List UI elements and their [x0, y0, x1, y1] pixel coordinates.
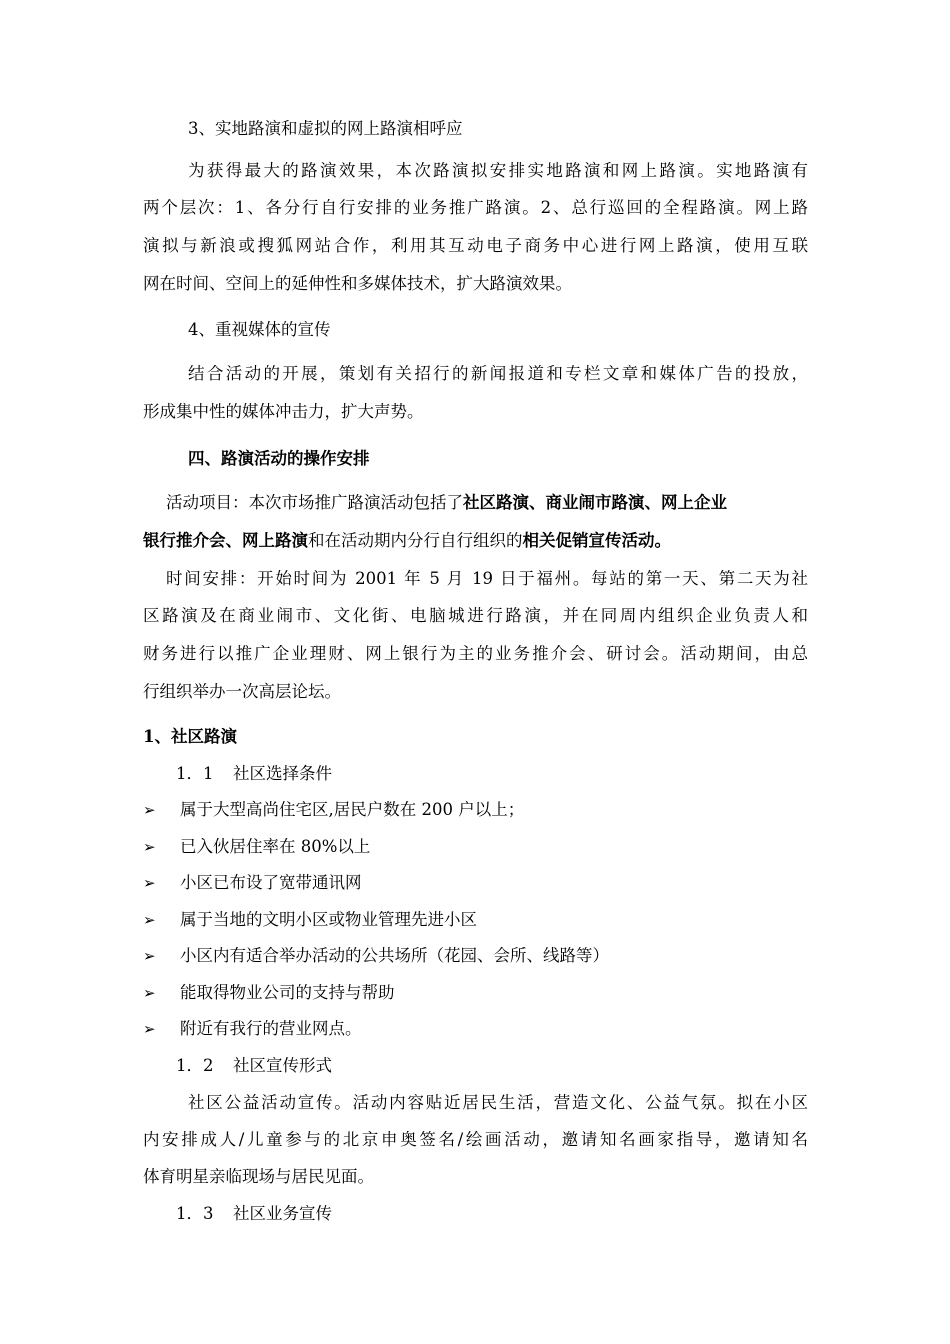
schedule-line: 时间安排：开始时间为 2001 年 5 月 19 日于福州。每站的第一天、第二天为社 [166, 569, 808, 588]
list-item: 小区已布设了宽带通讯网 [180, 873, 362, 892]
list-item: 附近有我行的营业网点。 [180, 1019, 362, 1038]
arrow-bullet-icon: ➢ [143, 911, 156, 929]
paragraph-line: 体育明星亲临现场与居民见面。 [143, 1167, 374, 1186]
schedule-line: 行组织举办一次高层论坛。 [143, 682, 341, 701]
subsection-number: 1．3 [176, 1204, 214, 1223]
paragraph-line: 两个层次：1、各分行自行安排的业务推广路演。2、总行巡回的全程路演。网上路 [143, 198, 808, 217]
arrow-bullet-icon: ➢ [143, 947, 156, 965]
paragraph-line: 结合活动的开展，策划有关招行的新闻报道和专栏文章和媒体广告的投放， [188, 364, 808, 383]
list-item: 属于当地的文明小区或物业管理先进小区 [180, 910, 477, 929]
arrow-bullet-icon: ➢ [143, 801, 156, 819]
activity-bold-1: 社区路演、商业闹市路演、网上企业 [463, 493, 727, 512]
schedule-line: 财务进行以推广企业理财、网上银行为主的业务推介会、研讨会。活动期间，由总 [143, 644, 808, 663]
subsection-title: 社区选择条件 [233, 764, 332, 783]
arrow-bullet-icon: ➢ [143, 984, 156, 1002]
list-item: 小区内有适合举办活动的公共场所（花园、会所、线路等） [180, 946, 609, 965]
subsection-title: 社区业务宣传 [233, 1204, 332, 1223]
arrow-bullet-icon: ➢ [143, 1020, 156, 1038]
paragraph-line: 演拟与新浪或搜狐网站合作，利用其互动电子商务中心进行网上路演，使用互联 [143, 236, 808, 255]
section-4-heading: 4、重视媒体的宣传 [188, 320, 331, 339]
activity-mid: 和在活动期内分行自行组织的 [308, 531, 523, 550]
subsection-number: 1．1 [176, 764, 214, 783]
list-item: 属于大型高尚住宅区,居民户数在 200 户以上； [180, 800, 525, 819]
list-item: 已入伙居住率在 80%以上 [180, 837, 371, 856]
section-title-operations: 四、路演活动的操作安排 [188, 449, 370, 468]
paragraph-line: 为获得最大的路演效果，本次路演拟安排实地路演和网上路演。实地路演有 [188, 161, 808, 180]
arrow-bullet-icon: ➢ [143, 838, 156, 856]
community-roadshow-title: 1、社区路演 [143, 727, 237, 746]
subsection-title: 社区宣传形式 [233, 1056, 332, 1075]
paragraph-line: 网在时间、空间上的延伸性和多媒体技术，扩大路演效果。 [143, 274, 572, 293]
section-3-heading: 3、实地路演和虚拟的网上路演相呼应 [188, 119, 463, 138]
activity-bold-2: 银行推介会、网上路演 [143, 531, 308, 550]
paragraph-line: 内安排成人/儿童参与的北京申奥签名/绘画活动，邀请知名画家指导，邀请知名 [143, 1130, 808, 1149]
paragraph-line: 形成集中性的媒体冲击力，扩大声势。 [143, 402, 424, 421]
schedule-line: 区路演及在商业闹市、文化街、电脑城进行路演，并在同周内组织企业负责人和 [143, 606, 808, 625]
activity-line-2 [143, 529, 808, 553]
paragraph-line: 社区公益活动宣传。活动内容贴近居民生活，营造文化、公益气氛。拟在小区 [188, 1093, 808, 1112]
activity-line-1 [166, 491, 808, 515]
activity-prefix: 活动项目：本次市场推广路演活动包括了 [166, 493, 463, 512]
arrow-bullet-icon: ➢ [143, 874, 156, 892]
list-item: 能取得物业公司的支持与帮助 [180, 983, 395, 1002]
subsection-number: 1．2 [176, 1056, 214, 1075]
activity-bold-3: 相关促销宣传活动。 [522, 531, 671, 550]
